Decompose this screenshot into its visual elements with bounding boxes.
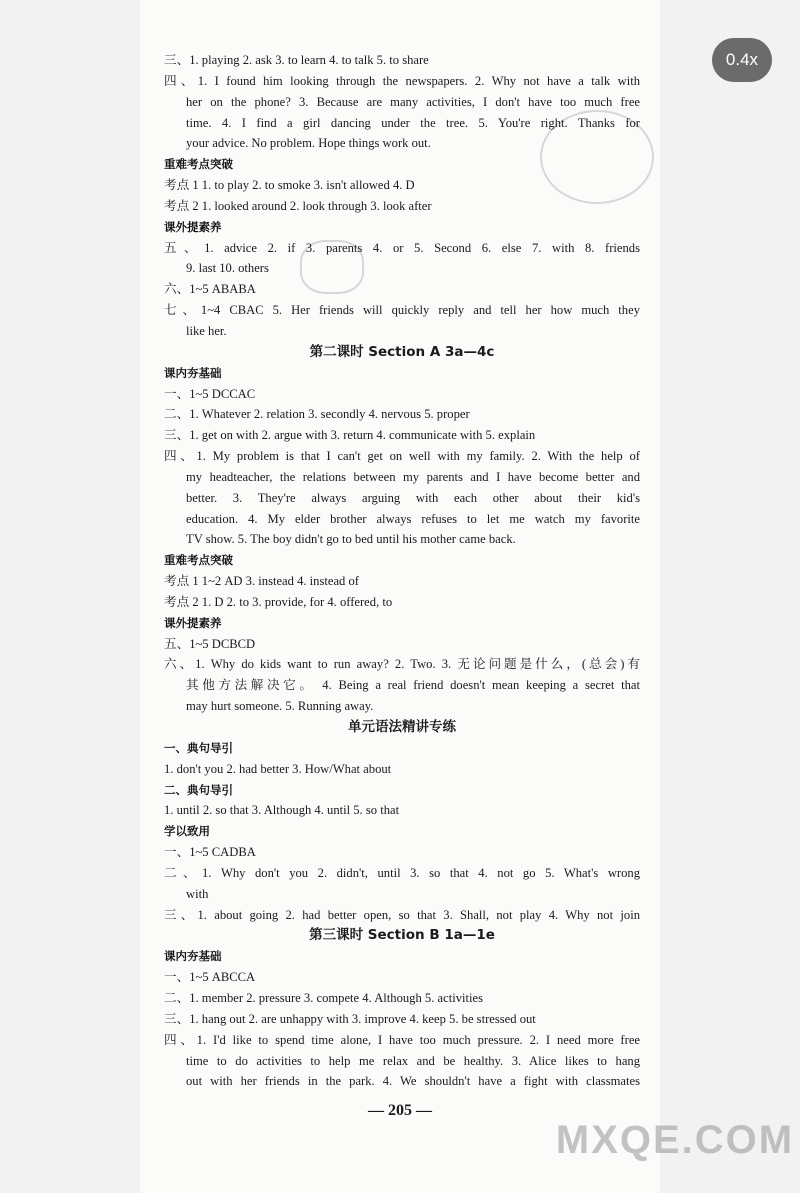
answer-line: time to do activities to help me relax and be healthy. 3. Alice likes to hang: [186, 1053, 640, 1068]
section-heading: 二、典句导引: [164, 782, 233, 797]
answer-line: may hurt someone. 5. Running away.: [186, 699, 374, 714]
answer-line: 三、1. playing 2. ask 3. to learn 4. to talk 5. to share: [164, 53, 429, 67]
answer-line: 七、1~4 CBAC 5. Her friends will quickly reply and tell her how much they: [164, 303, 640, 318]
section-heading: 重难考点突破: [164, 553, 233, 568]
answer-line: 考点 2 1. D 2. to 3. provide, for 4. offered, to: [164, 594, 393, 609]
answer-line: better. 3. They're always arguing with each other about their kid's: [186, 490, 640, 505]
answer-line: 六、1~5 ABABA: [164, 282, 256, 297]
answer-line: 1. don't you 2. had better 3. How/What about: [164, 761, 392, 776]
lesson-title: 第三课时 Section B 1a—1e: [309, 927, 495, 944]
page-number: — 205 —: [368, 1102, 432, 1119]
section-heading: 学以致用: [164, 824, 210, 839]
answer-line: 考点 2 1. looked around 2. look through 3. look after: [164, 198, 432, 213]
answer-line: 一、1~5 ABCCA: [164, 970, 256, 985]
section-heading: 课外提素养: [164, 615, 222, 630]
answer-line: like her.: [186, 323, 227, 338]
answer-line: 二、1. Why don't you 2. didn't, until 3. so that 4. not go 5. What's wrong: [164, 865, 640, 880]
zoom-level-badge[interactable]: 0.4x: [712, 38, 772, 82]
section-heading: 一、典句导引: [164, 740, 233, 755]
section-heading: 课内夯基础: [164, 949, 222, 964]
answer-line: 考点 1 1. to play 2. to smoke 3. isn't allowed 4. D: [164, 178, 415, 193]
answer-line: 四、1. I found him looking through the newspapers. 2. Why not have a talk with: [164, 73, 640, 88]
answer-line: 三、1. about going 2. had better open, so that 3. Shall, not play 4. Why not join: [164, 907, 640, 922]
answer-line: 三、1. get on with 2. argue with 3. return 4. communicate with 5. explain: [164, 428, 536, 443]
answer-line: 9. last 10. others: [186, 261, 269, 276]
answer-line: her on the phone? 3. Because are many activities, I don't have too much free: [186, 94, 640, 109]
lesson-title: 第二课时 Section A 3a—4c: [309, 343, 495, 360]
answer-line: 二、1. Whatever 2. relation 3. secondly 4. nervous 5. proper: [164, 407, 470, 422]
section-heading: 重难考点突破: [164, 157, 233, 172]
answer-line: 一、1~5 DCCAC: [164, 386, 256, 401]
answer-line: my headteacher, the relations between my parents and I have become better and: [186, 469, 640, 484]
answer-line: 二、1. member 2. pressure 3. compete 4. Although 5. activities: [164, 990, 483, 1005]
answer-line: 四、1. My problem is that I can't get on well with my family. 2. With the help of: [164, 449, 640, 464]
answer-line: 五、1~5 DCBCD: [164, 636, 256, 651]
lesson-title: 单元语法精讲专练: [348, 719, 456, 735]
answer-line: education. 4. My elder brother always refuses to let me watch my favorite: [186, 511, 640, 526]
answer-line: 其他方法解决它。 4. Being a real friend doesn't mean keeping a secret that: [186, 678, 640, 693]
answer-line: out with her friends in the park. 4. We shouldn't have a fight with classmates: [186, 1074, 640, 1089]
document-page: [140, 0, 660, 1193]
answer-line: with: [186, 886, 209, 901]
answer-line: 六、1. Why do kids want to run away? 2. Two. 3. 无论问题是什么，(总会)有: [164, 657, 640, 672]
answer-key-content: [164, 50, 640, 1092]
answer-line: 五、1. advice 2. if 3. parents 4. or 5. Second 6. else 7. with 8. friends: [164, 240, 640, 255]
answer-line: time. 4. I find a girl dancing under the tree. 5. You're right. Thanks for: [186, 115, 640, 130]
site-watermark: MXQE.COM: [555, 1117, 795, 1162]
answer-line: 四、1. I'd like to spend time alone, I have too much pressure. 2. I need more free: [164, 1032, 640, 1047]
answer-line: 一、1~5 CADBA: [164, 845, 256, 860]
answer-line: 考点 1 1~2 AD 3. instead 4. instead of: [164, 574, 359, 589]
answer-line: 1. until 2. so that 3. Although 4. until 5. so that: [164, 803, 400, 818]
answer-line: TV show. 5. The boy didn't go to bed until his mother came back.: [186, 532, 516, 547]
answer-line: 三、1. hang out 2. are unhappy with 3. improve 4. keep 5. be stressed out: [164, 1011, 536, 1026]
answer-line: your advice. No problem. Hope things work out.: [186, 136, 431, 151]
section-heading: 课外提素养: [164, 219, 222, 234]
section-heading: 课内夯基础: [164, 365, 222, 380]
